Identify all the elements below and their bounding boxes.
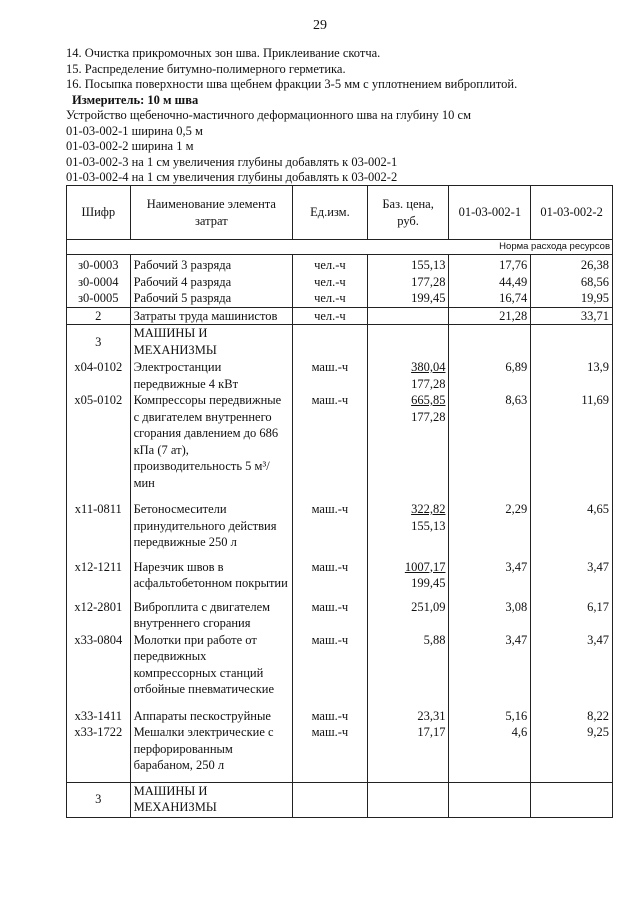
table-row xyxy=(67,708,613,725)
cell-code: х33-0804 xyxy=(67,632,131,708)
table-row xyxy=(67,359,613,392)
step-line: 15. Распределение битумно-полимерного герметика. xyxy=(66,61,346,76)
cell-code: х12-1211 xyxy=(67,559,131,599)
cell-code: з0-0004 xyxy=(67,274,131,291)
cell-price xyxy=(367,501,449,559)
header-name: Наименование элемента затрат xyxy=(130,186,292,240)
cell-variant-2: 26,38 xyxy=(531,255,613,274)
cell-name: Виброплита с двигателем внутреннего сгорания xyxy=(130,599,292,632)
cell-name: Рабочий 5 разряда xyxy=(130,290,292,307)
cell-variant-2: 6,17 xyxy=(531,599,613,632)
cell-code: 2 xyxy=(67,307,131,325)
cell-code: з0-0005 xyxy=(67,290,131,307)
cell-unit: маш.-ч xyxy=(293,599,368,632)
price-main: 665,85 xyxy=(411,393,446,407)
cell-variant-1: 6,89 xyxy=(449,359,531,392)
cell-variant-1 xyxy=(449,782,531,817)
meter-line: Измеритель: 10 м шва xyxy=(72,92,199,107)
variant-line: 01-03-002-1 ширина 0,5 м xyxy=(66,123,203,138)
cell-price: 199,45 xyxy=(367,290,449,307)
cell-unit: чел.-ч xyxy=(293,274,368,291)
price-machinist: 155,13 xyxy=(411,518,446,533)
table-header-row xyxy=(67,186,613,240)
table-row xyxy=(67,632,613,708)
cell-price: 177,28 xyxy=(367,274,449,291)
section-title: МАШИНЫ И МЕХАНИЗМЫ xyxy=(130,325,292,360)
cell-name: Нарезчик швов в асфальтобетонном покрытии xyxy=(130,559,292,599)
cell-code: х04-0102 xyxy=(67,359,131,392)
cell-variant-2: 8,22 xyxy=(531,708,613,725)
table-row xyxy=(67,255,613,274)
cell-price xyxy=(367,325,449,360)
cell-variant-2: 68,56 xyxy=(531,274,613,291)
price-machinist: 199,45 xyxy=(411,576,446,590)
table-row xyxy=(67,501,613,559)
cell-code: х05-0102 xyxy=(67,392,131,501)
cell-code: х11-0811 xyxy=(67,501,131,559)
cell-variant-2: 11,69 xyxy=(531,392,613,501)
cell-price: 251,09 xyxy=(367,599,449,632)
cell-name: Компрессоры передвижные с двигателем внутреннего сгорания давлением до 686 кПа (7 ат), производительность 5 м³/мин xyxy=(130,392,292,501)
cell-name: Рабочий 4 разряда xyxy=(130,274,292,291)
section-code: 3 xyxy=(67,325,131,360)
cell-variant-1: 5,16 xyxy=(449,708,531,725)
cell-unit: чел.-ч xyxy=(293,307,368,325)
cell-variant-2: 4,65 xyxy=(531,501,613,559)
price-main: 1007,17 xyxy=(404,559,446,574)
table-row xyxy=(67,599,613,632)
cell-variant-1: 16,74 xyxy=(449,290,531,307)
work-title: Устройство щебеночно-мастичного деформационного шва на глубину 10 см xyxy=(66,108,472,122)
table-row xyxy=(67,392,613,501)
cell-price: 155,13 xyxy=(367,255,449,274)
price-machinist: 177,28 xyxy=(411,376,446,391)
section-title: МАШИНЫ И МЕХАНИЗМЫ xyxy=(130,782,292,817)
table-row xyxy=(67,290,613,307)
cell-price xyxy=(367,782,449,817)
cell-price xyxy=(367,307,449,325)
variant-line: 01-03-002-3 на 1 см увеличения глубины добавлять к 03-002-1 xyxy=(66,154,398,169)
cell-variant-2 xyxy=(531,782,613,817)
cell-variant-2: 13,9 xyxy=(531,359,613,392)
cell-unit: маш.-ч xyxy=(293,501,368,559)
cell-unit: маш.-ч xyxy=(293,724,368,782)
cell-price: 5,88 xyxy=(367,632,449,708)
variant-line: 01-03-002-4 на 1 см увеличения глубины добавлять к 03-002-2 xyxy=(66,170,398,184)
cell-unit: чел.-ч xyxy=(293,255,368,274)
variant-line: 01-03-002-2 ширина 1 м xyxy=(66,139,194,153)
header-price: Баз. цена, руб. xyxy=(367,186,449,240)
cell-variant-2: 33,71 xyxy=(531,307,613,325)
header-unit: Ед.изм. xyxy=(293,186,368,240)
cell-name: Затраты труда машинистов xyxy=(130,307,292,325)
cell-unit: маш.-ч xyxy=(293,392,368,501)
cell-variant-1: 17,76 xyxy=(449,255,531,274)
section-row xyxy=(67,782,613,817)
cell-unit xyxy=(293,782,368,817)
cell-code: х12-2801 xyxy=(67,599,131,632)
section-code: 3 xyxy=(67,782,131,817)
header-variant-2: 01-03-002-2 xyxy=(531,186,613,240)
cell-code: х33-1411 xyxy=(67,708,131,725)
cell-price: 17,17 xyxy=(367,724,449,782)
cell-unit: чел.-ч xyxy=(293,290,368,307)
cell-variant-1: 3,08 xyxy=(449,599,531,632)
price-main: 380,04 xyxy=(411,360,446,374)
cell-code: х33-1722 xyxy=(67,724,131,782)
rate-label: Норма расхода ресурсов xyxy=(67,240,613,255)
cell-variant-2: 3,47 xyxy=(531,559,613,599)
rate-label-row xyxy=(67,240,613,255)
cell-name: Мешалки электрические с перфорированным барабаном, 250 л xyxy=(130,724,292,782)
cell-name: Молотки при работе от передвижных компрессорных станций отбойные пневматические xyxy=(130,632,292,708)
cell-name: Аппараты пескоструйные xyxy=(130,708,292,725)
cell-price xyxy=(367,392,449,501)
table-row xyxy=(67,274,613,291)
cell-variant-1: 3,47 xyxy=(449,559,531,599)
header-variant-1: 01-03-002-1 xyxy=(449,186,531,240)
price-main: 322,82 xyxy=(411,502,446,516)
resource-norm-table xyxy=(66,185,613,818)
cell-variant-2: 3,47 xyxy=(531,632,613,708)
price-machinist: 177,28 xyxy=(411,409,446,424)
cell-unit: маш.-ч xyxy=(293,359,368,392)
cell-variant-1 xyxy=(449,325,531,360)
cell-name: Рабочий 3 разряда xyxy=(130,255,292,274)
cell-name: Электростанции передвижные 4 кВт xyxy=(130,359,292,392)
cell-variant-1: 2,29 xyxy=(449,501,531,559)
table-row xyxy=(67,724,613,782)
cell-variant-2 xyxy=(531,325,613,360)
page-number: 29 xyxy=(313,18,327,33)
intro-text xyxy=(66,46,626,186)
cell-name: Бетоносмесители принудительного действия передвижные 250 л xyxy=(130,501,292,559)
cell-price xyxy=(367,559,449,599)
step-line: 16. Посыпка поверхности шва щебнем фракции 3-5 мм с уплотнением виброплитой. xyxy=(66,77,518,91)
cell-variant-1: 21,28 xyxy=(449,307,531,325)
header-code: Шифр xyxy=(67,186,131,240)
cell-unit: маш.-ч xyxy=(293,559,368,599)
cell-unit xyxy=(293,325,368,360)
cell-variant-2: 19,95 xyxy=(531,290,613,307)
cell-unit: маш.-ч xyxy=(293,632,368,708)
table-row xyxy=(67,559,613,599)
section-row xyxy=(67,325,613,360)
cell-variant-2: 9,25 xyxy=(531,724,613,782)
cell-code: з0-0003 xyxy=(67,255,131,274)
cell-unit: маш.-ч xyxy=(293,708,368,725)
cell-variant-1: 3,47 xyxy=(449,632,531,708)
cell-variant-1: 4,6 xyxy=(449,724,531,782)
cell-variant-1: 8,63 xyxy=(449,392,531,501)
cell-price: 23,31 xyxy=(367,708,449,725)
step-line: 14. Очистка прикромочных зон шва. Приклеивание скотча. xyxy=(66,46,381,60)
cell-price xyxy=(367,359,449,392)
cell-variant-1: 44,49 xyxy=(449,274,531,291)
table-row xyxy=(67,307,613,325)
